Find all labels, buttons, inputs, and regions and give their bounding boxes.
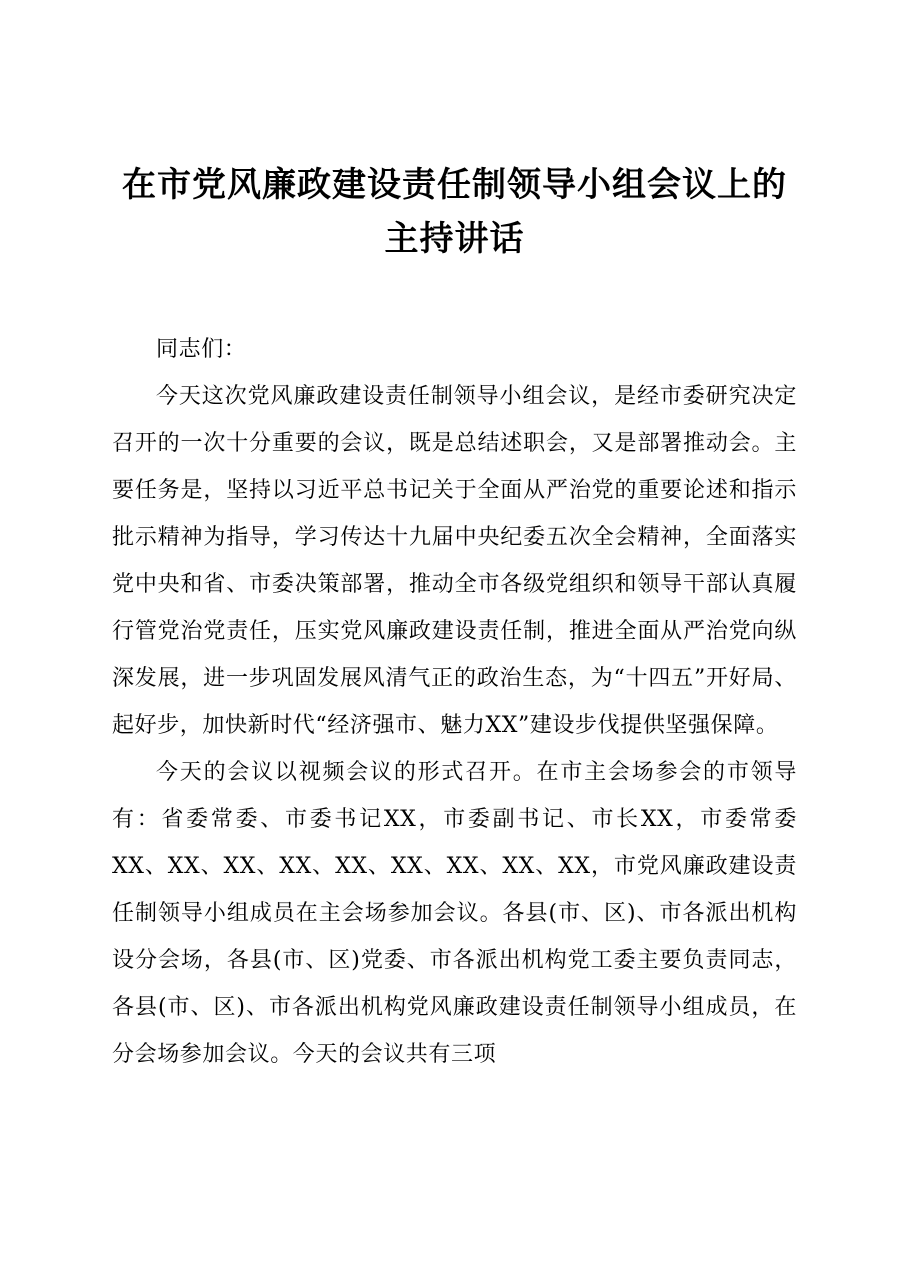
salutation: 同志们： — [156, 337, 247, 362]
document-body — [112, 326, 797, 1078]
document-title: 在市党风廉政建设责任制领导小组会议上的主持讲话 — [122, 165, 787, 259]
paragraph-2: 今天的会议以视频会议的形式召开。在市主会场参会的市领导有：省委常委、市委书记XX，市委副书记、市长XX，市委常委XX、XX、XX、XX、XX、XX、XX、XX、XX，市党风廉政建设责任制领导小组成员在主会场参加会议。各县(市、区)、市各派出机构设分会场，各县(市、区)党委、市各派出机构党工委主要负责同志，各县(市、区)、市各派出机构党风廉政建设责任制领导小组成员，在分会场参加会议。今天的会议共有三项 — [112, 760, 797, 1067]
paragraph-1: 今天这次党风廉政建设责任制领导小组会议，是经市委研究决定召开的一次十分重要的会议，既是总结述职会，又是部署推动会。主要任务是，坚持以习近平总书记关于全面从严治党的重要论述和指示批示精神为指导，学习传达十九届中央纪委五次全会精神，全面落实党中央和省、市委决策部署，推动全市各级党组织和领导干部认真履行管党治党责任，压实党风廉政建设责任制，推进全面从严治党向纵深发展，进一步巩固发展风清气正的政治生态，为“十四五”开好局、起好步，加快新时代“经济强市、魅力XX”建设步伐提供坚强保障。 — [112, 384, 797, 738]
